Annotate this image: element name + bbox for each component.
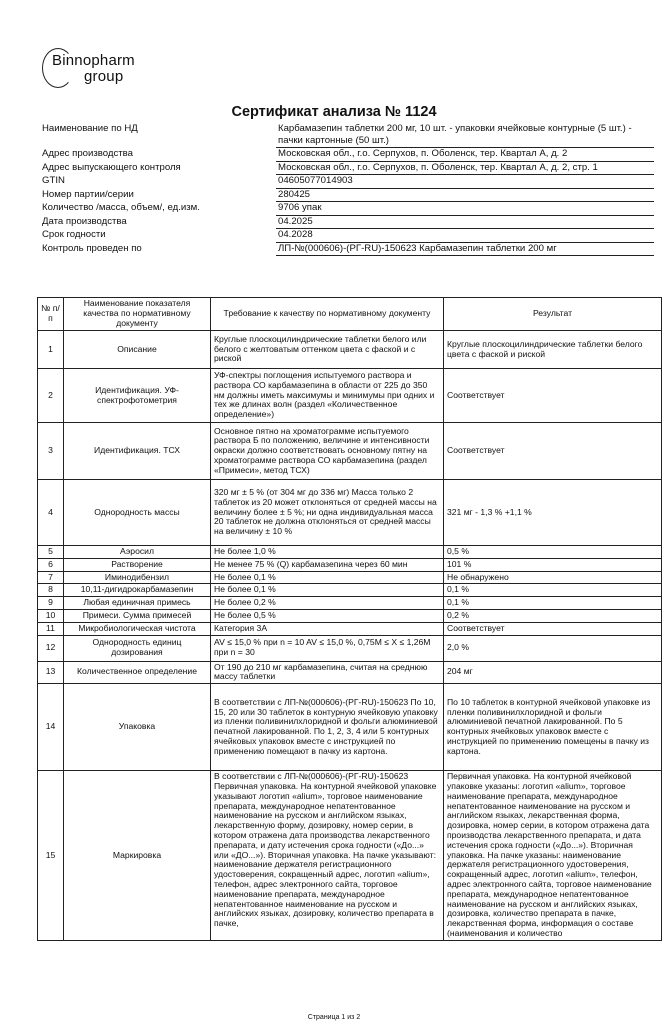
row-result: Соответствует	[444, 622, 662, 635]
results-table	[37, 297, 662, 941]
header-result: Результат	[444, 298, 662, 331]
row-num: 11	[38, 622, 64, 635]
info-row	[42, 162, 654, 176]
table-row	[38, 369, 662, 423]
row-num: 12	[38, 635, 64, 661]
logo-text-line1: Binnopharm	[52, 52, 135, 69]
table-row	[38, 661, 662, 684]
row-result: Круглые плоскоцилиндрические таблетки белого цвета с фаской и риской	[444, 331, 662, 369]
table-row	[38, 609, 662, 622]
header-requirement: Требование к качеству по нормативному документу	[211, 298, 444, 331]
row-result: Соответствует	[444, 369, 662, 423]
row-name: Упаковка	[64, 684, 211, 771]
row-num: 10	[38, 609, 64, 622]
row-num: 14	[38, 684, 64, 771]
row-num: 7	[38, 571, 64, 584]
row-result: 321 мг - 1,3 % +1,1 %	[444, 480, 662, 546]
info-label: GTIN	[42, 175, 65, 186]
info-value: Карбамазепин таблетки 200 мг, 10 шт. - упаковки ячейковые контурные (5 шт.) - пачки картонные (50 шт.)	[276, 123, 654, 148]
header-name: Наименование показателя качества по нормативному документу	[64, 298, 211, 331]
header-num: № п/п	[38, 298, 64, 331]
info-label: Адрес выпускающего контроля	[42, 161, 181, 173]
row-requirement: AV ≤ 15,0 % при n = 10 AV ≤ 15,0 %, 0,75M ≤ X ≤ 1,26M при n = 30	[211, 635, 444, 661]
info-row	[42, 175, 654, 189]
row-num: 3	[38, 423, 64, 480]
table-header-row	[38, 298, 662, 331]
row-result: 204 мг	[444, 661, 662, 684]
row-requirement: Не менее 75 % (Q) карбамазепина через 60 мин	[211, 558, 444, 571]
row-requirement: В соответствии с ЛП-№(000606)-(РГ-RU)-150623 По 10, 15, 20 или 30 таблеток в контурную ячейковую упаковку из пленки поливинилхлоридной и фольги алюминиевой печатной лакированной. По 1, 2, 3, 4 или 5 контурных ячейковых упаковок вместе с инструкцией по применению помещают в пачку из картона.	[211, 684, 444, 771]
row-name: Однородность единиц дозирования	[64, 635, 211, 661]
info-label: Номер партии/серии	[42, 188, 134, 200]
info-row	[42, 202, 654, 216]
table-row	[38, 771, 662, 941]
row-requirement: Категория 3А	[211, 622, 444, 635]
row-requirement: От 190 до 210 мг карбамазепина, считая на среднюю массу таблетки	[211, 661, 444, 684]
info-row	[42, 216, 654, 230]
info-row	[42, 229, 654, 243]
row-requirement: Не более 0,1 %	[211, 571, 444, 584]
info-value: 04.2025	[276, 216, 654, 230]
row-num: 2	[38, 369, 64, 423]
table-row	[38, 597, 662, 610]
row-name: Растворение	[64, 558, 211, 571]
info-row	[42, 243, 654, 257]
table-row	[38, 423, 662, 480]
row-result: По 10 таблеток в контурной ячейковой упаковке из пленки поливинилхлоридной и фольги алюминиевой печатной лакированной. По 5 контурных ячейковых упаковок вместе с инструкцией по применению помещены в пачку из картона.	[444, 684, 662, 771]
table-row	[38, 622, 662, 635]
table-row	[38, 584, 662, 597]
info-label: Наименование по НД	[42, 123, 138, 134]
info-row	[42, 148, 654, 162]
row-requirement: Не более 0,1 %	[211, 584, 444, 597]
row-result: 2,0 %	[444, 635, 662, 661]
row-num: 4	[38, 480, 64, 546]
row-num: 13	[38, 661, 64, 684]
table-row	[38, 571, 662, 584]
row-name: Однородность массы	[64, 480, 211, 546]
info-label: Количество /масса, объем/, ед.изм.	[42, 202, 200, 213]
table-row	[38, 546, 662, 559]
info-value: 9706 упак	[276, 202, 654, 216]
row-name: Маркировка	[64, 771, 211, 941]
info-value: Московская обл., г.о. Серпухов, п. Оболенск, тер. Квартал А, д. 2, стр. 1	[276, 162, 654, 176]
row-requirement: УФ-спектры поглощения испытуемого раствора и раствора СО карбамазепина в области от 225 до 350 нм должны иметь максимумы и минимумы при одних и тех же длинах волн (раздел «Количественное определение»)	[211, 369, 444, 423]
row-requirement: В соответствии с ЛП-№(000606)-(РГ-RU)-150623 Первичная упаковка. На контурной ячейковой упаковке указывают логотип «alium», торговое наименование препарата, международное непатентованное наименование на русском и английском языках, лекарственную форму, дозировку, номер серии, в котором отражена дата производства лекарственного препарата, и дату истечения срока годности («До...» или «ДО...»). Вторичная упаковка. На пачке указывают: наименование держателя регистрационного удостоверения, сокращенный адрес, логотип «alium», телефон, адрес электронного сайта, торговое наименование препарата, международное непатентованное наименование на русском и английских языках, дозировку, количество препарата в пачке,	[211, 771, 444, 941]
table-row	[38, 635, 662, 661]
row-result: Первичная упаковка. На контурной ячейковой упаковке указаны: логотип «alium», торговое наименование препарата, международное непатентованное наименование на русском и английском языках, лекарственная форма, дозировка, номер серии, в котором отражена дата производства лекарственного препарата, и дата истечения срока годности («До...»). Вторичная упаковка. На пачке указаны: наименование держателя регистрационного удостоверения, сокращенный адрес, логотип «alium», телефон, адрес электронного сайта, торговое наименование препарата, международное непатентованное наименование на русском и английских языках, дозировка, количество препарата в пачке, лекарственная форма, информация о составе (наименования и количество	[444, 771, 662, 941]
row-result: Соответствует	[444, 423, 662, 480]
row-name: Идентификация. ТСХ	[64, 423, 211, 480]
row-requirement: 320 мг ± 5 % (от 304 мг до 336 мг) Масса только 2 таблеток из 20 может отклоняться от средней массы на величину более ± 5 %; ни одна индивидуальная масса 20 таблеток не должна отклоняться от средней массы на величину ± 10 %	[211, 480, 444, 546]
row-name: Описание	[64, 331, 211, 369]
info-label: Дата производства	[42, 215, 127, 227]
info-label: Контроль проведен по	[42, 242, 142, 254]
row-num: 15	[38, 771, 64, 941]
info-row	[42, 123, 654, 148]
row-name: Идентификация. УФ-спектрофотометрия	[64, 369, 211, 423]
table-row	[38, 684, 662, 771]
info-value: 280425	[276, 189, 654, 203]
row-result: 0,1 %	[444, 597, 662, 610]
row-name: Микробиологическая чистота	[64, 622, 211, 635]
row-requirement: Круглые плоскоцилиндрические таблетки белого или белого с желтоватым оттенком цвета с фаской и с риской	[211, 331, 444, 369]
row-name: Любая единичная примесь	[64, 597, 211, 610]
info-value: Московская обл., г.о. Серпухов, п. Оболенск, тер. Квартал А, д. 2	[276, 148, 654, 162]
row-result: Не обнаружено	[444, 571, 662, 584]
row-name: Аэросил	[64, 546, 211, 559]
row-requirement: Не более 0,5 %	[211, 609, 444, 622]
row-result: 0,2 %	[444, 609, 662, 622]
table-row	[38, 558, 662, 571]
row-name: 10,11-дигидрокарбамазепин	[64, 584, 211, 597]
company-logo	[42, 46, 162, 90]
info-value: 04.2028	[276, 229, 654, 243]
info-label: Адрес производства	[42, 148, 133, 159]
row-result: 0,1 %	[444, 584, 662, 597]
row-num: 8	[38, 584, 64, 597]
row-result: 101 %	[444, 558, 662, 571]
row-num: 5	[38, 546, 64, 559]
logo-text-line2: group	[84, 68, 124, 85]
info-value: ЛП-№(000606)-(РГ-RU)-150623 Карбамазепин таблетки 200 мг	[276, 243, 654, 257]
row-requirement: Основное пятно на хроматограмме испытуемого раствора Б по положению, величине и интенсивности окраски должно соответствовать основному пятну на хроматограмме раствора СО карбамазепина (раздел «Примеси», метод ТСХ)	[211, 423, 444, 480]
row-requirement: Не более 0,2 %	[211, 597, 444, 610]
page-title: Сертификат анализа № 1124	[231, 104, 437, 120]
info-block	[42, 123, 654, 256]
row-num: 6	[38, 558, 64, 571]
row-result: 0,5 %	[444, 546, 662, 559]
row-num: 1	[38, 331, 64, 369]
row-name: Количественное определение	[64, 661, 211, 684]
page-number: Страница 1 из 2	[307, 1014, 361, 1021]
row-name: Иминодибензил	[64, 571, 211, 584]
row-name: Примеси. Сумма примесей	[64, 609, 211, 622]
info-label: Срок годности	[42, 229, 106, 240]
row-num: 9	[38, 597, 64, 610]
info-row	[42, 189, 654, 203]
row-requirement: Не более 1,0 %	[211, 546, 444, 559]
table-row	[38, 480, 662, 546]
table-row	[38, 331, 662, 369]
info-value: 04605077014903	[276, 175, 654, 189]
